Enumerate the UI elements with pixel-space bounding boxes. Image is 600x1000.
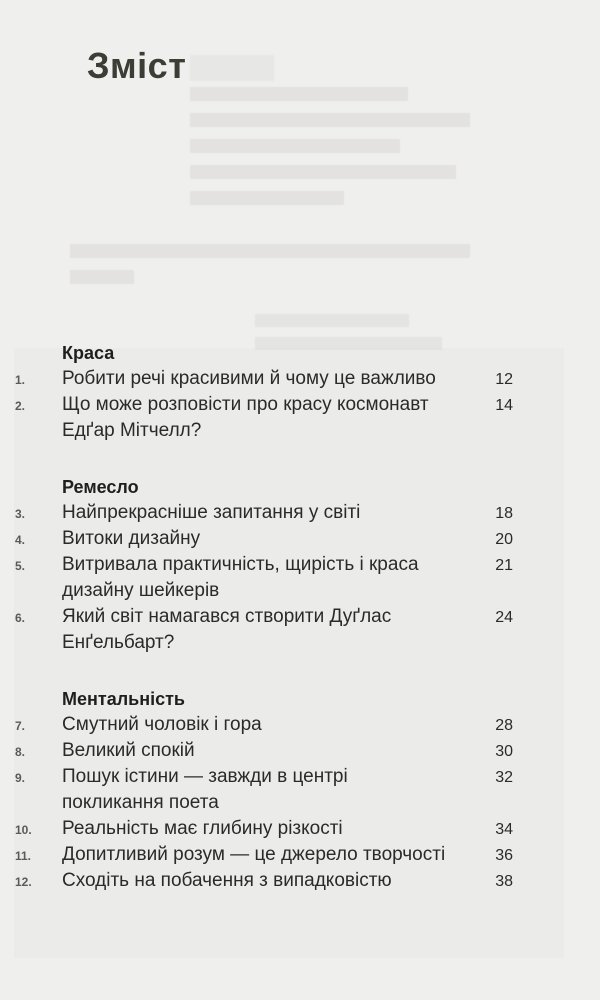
entry-page-number: 21 [495,557,513,574]
entry-number: 4. [15,533,26,547]
toc-section-mentality [0,686,600,894]
toc-entry[interactable] [0,552,600,604]
entry-page-number: 34 [495,821,513,838]
entry-title: Великий спокій [62,740,195,761]
toc-entry[interactable] [0,712,600,738]
entry-page-number: 20 [495,531,513,548]
toc-entry[interactable] [0,500,600,526]
entry-title: Смутний чоловік і гора [62,714,262,735]
entry-number: 2. [15,399,26,413]
toc-entry[interactable] [0,842,600,868]
entry-title: Сходіть на побачення з випадковістю [62,870,392,891]
entry-number: 3. [15,507,26,521]
toc-section-beauty [0,340,600,444]
section-title: Ремесло [62,477,139,497]
entry-number: 7. [15,719,26,733]
toc-section-craft [0,474,600,656]
toc-entry[interactable] [0,366,600,392]
section-title: Ментальність [62,689,185,709]
entry-page-number: 24 [495,609,513,626]
show-through-text [190,55,470,225]
entry-title: Реальність має глибину різкості [62,818,343,839]
entry-number: 11. [15,849,32,863]
entry-page-number: 36 [495,847,513,864]
entry-title: Витоки дизайну [62,528,201,549]
toc-entry[interactable] [0,526,600,552]
entry-title: Що може розповісти про красу космонавт Едґар Мітчелл? [62,394,429,441]
show-through-text [70,238,470,298]
table-of-contents [0,340,600,916]
toc-entry[interactable] [0,816,600,842]
entry-number: 12. [15,875,32,889]
entry-page-number: 18 [495,505,513,522]
entry-number: 8. [15,745,26,759]
entry-title: Найпрекрасніше запитання у світі [62,502,361,523]
toc-entry[interactable] [0,604,600,656]
toc-entry[interactable] [0,738,600,764]
entry-page-number: 14 [495,397,513,414]
page-title: Зміст [87,45,187,86]
section-title: Краса [62,343,115,363]
entry-title: Витривала практичність, щирість і краса дизайну шейкерів [62,554,419,601]
entry-page-number: 32 [495,769,513,786]
entry-title: Який світ намагався створити Дуґлас Енґельбарт? [62,606,392,653]
toc-entry[interactable] [0,392,600,444]
entry-page-number: 12 [495,371,513,388]
entry-page-number: 30 [495,743,513,760]
entry-number: 6. [15,611,26,625]
entry-number: 1. [15,373,26,387]
entry-number: 5. [15,559,26,573]
entry-title: Пошук істини — завжди в центрі покликання поета [62,766,348,813]
entry-title: Допитливий розум — це джерело творчості [62,844,446,865]
entry-title: Робити речі красивими й чому це важливо [62,368,436,389]
toc-entry[interactable] [0,764,600,816]
entry-page-number: 28 [495,717,513,734]
entry-number: 9. [15,771,26,785]
entry-number: 10. [15,823,32,837]
entry-page-number: 38 [495,873,513,890]
toc-entry[interactable] [0,868,600,894]
